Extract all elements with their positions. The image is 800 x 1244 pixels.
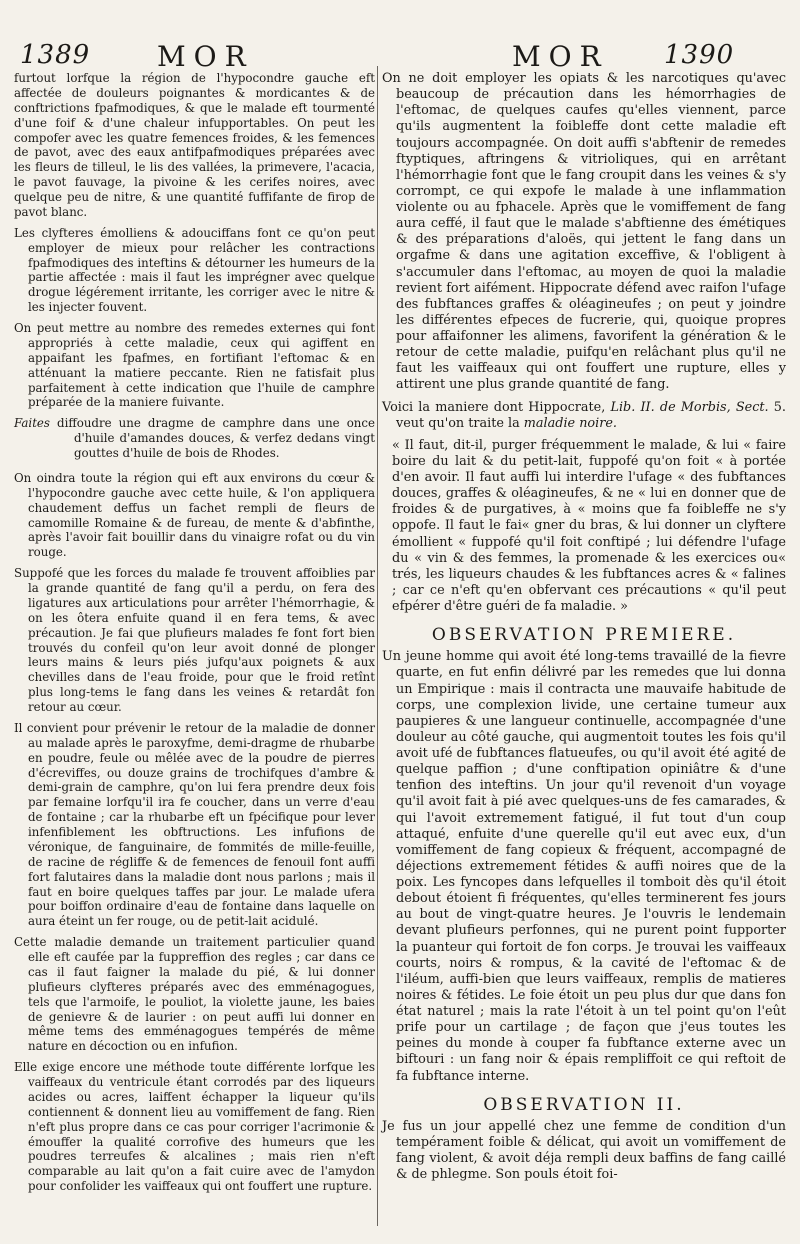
page-number-right: 1390 xyxy=(664,40,735,70)
intro-text: Voici la maniere dont Hippocrate, xyxy=(382,399,611,415)
observation-title: OBSERVATION PREMIERE. xyxy=(431,625,737,646)
observation-title: OBSERVATION II. xyxy=(483,1094,685,1115)
left-column xyxy=(14,71,375,1200)
intro-text: 5. veut qu'on traite la xyxy=(396,399,786,431)
paragraph: furtout lorfque la région de l'hypocondre gauche eft affectée de douleurs poignantes & mordicantes & de conftrictions fpafmodiques, & que le malade eft tourmenté d'une foif & d'une chaleur infupportables. On peut les compofer avec les quatre femences froides, & les femences de pavot, avec des eaux antifpafmodiques préparées avec les fleurs de tilleul, le lis des vallées, la primevere, l'acacia, le pavot fauvage, la pivoine & les cerifes noires, avec quelque peu de nitre, & une quantité fuffifante de firop de pavot blanc. xyxy=(14,71,375,219)
paragraph: Elle exige encore une méthode toute différente lorfque les vaiffeaux du ventricule étant corrodés par des liqueurs acides ou acres, laiffent échapper la liqueur qu'ils contiennent & donnent lieu au vomiffement de fang. Rien n'eft plus propre dans ce cas pour corriger l'acrimonie & émouffer la qualité corrofive des humeurs que les poudres terreufes & alcalines ; mais rien n'eft comparable au lait qu'on a fait cuire avec de l'amydon pour confolider les vaiffeaux qui ont fouffert une rupture. xyxy=(14,1060,375,1194)
paragraph: On oindra toute la région qui eft aux environs du cœur & l'hypocondre gauche avec cette huile, & l'on appliquera chaudement deffus un fachet rempli de fleurs de camomille Romaine & de fureau, de mente & d'abfinthe, après l'avoir fait bouillir dans du vinaigre rofat ou du vin rouge. xyxy=(14,470,375,560)
hippocrates-intro xyxy=(382,400,786,432)
prescription-text: diffoudre une dragme de camphre dans une once d'huile d'amandes douces, & verfez dedans vingt gouttes d'huile de bois de Rhodes. xyxy=(57,416,375,460)
hippocrates-quote: « Il faut, dit-il, purger fréquemment le malade, & lui « faire boire du lait & du petit-lait, fuppofé qu'on foit « à portée d'en avoir. Il faut auffi lui interdire l'ufage « des fubftances douces, graffes & oléagineufes, & ne « lui en donner que de froides & de purgatives, à « moins que fa foibleffe ne s'y oppofe. Il faut le fai« gner du bras, & lui donner un clyftere émollient « fuppofé qu'il foit conftipé ; lui défendre l'ufage du « vin & des femmes, la promenade & les exercices ou« trés, les liqueurs chaudes & les fubftances acres & « falines ; car ce n'eft qu'en obfervant ces précautions « qu'il peut efpérer d'être guéri de fa maladie. » xyxy=(392,437,786,614)
term: maladie noire. xyxy=(523,415,617,431)
paragraph: Les clyfteres émolliens & adouciffans font ce qu'on peut employer de mieux pour relâcher les contractions fpafmodiques des inteftins & détourner les humeurs de la partie affectée : mais il faut les imprégner avec quelque drogue légérement irritante, les corriger avec le nitre & les injecter fouvent. xyxy=(14,225,375,315)
paragraph: Suppofé que les forces du malade fe trouvent affoiblies par la grande quantité de fang qu'il a perdu, on fera des ligatures aux articulations pour arrêter l'hémorrhagie, & on les ôtera enfuite quand il en fera tems, & avec précaution. Je fai que plufieurs malades fe font fort bien trouvés du confeil qu'on leur avoit donné de plonger leurs mains & leurs piés jufqu'aux poignets & aux chevilles dans de l'eau froide, pour que le froid retînt plus long-tems le fang dans les veines & retardât fon retour au cœur. xyxy=(14,566,375,714)
paragraph: On peut mettre au nombre des remedes externes qui font appropriés à cette maladie, ceux qui agiffent en appaifant les fpafmes, en fortifiant l'eftomac & en atténuant la matiere peccante. Rien ne fatisfait plus parfaitement à cette indication que l'huile de camphre préparée de la maniere fuivante. xyxy=(14,321,375,410)
paragraph: On ne doit employer les opiats & les narcotiques qu'avec beaucoup de précaution dans les hémorrhagies de l'eftomac, de quelques caufes qu'elles viennent, parce qu'ils augmentent la foibleffe dont cette maladie eft toujours accompagnée. On doit auffi s'abftenir de remedes ftyptiques, aftringens & vitrioliques, qui en arrêtant l'hémorrhagie font que le fang croupit dans les veines & s'y corrompt, ce qui expofe le malade à une inflammation violente ou au fphacele. Après que le vomiffement de fang aura ceffé, il faut que le malade s'abftienne des émétiques & des préparations d'aloës, qui jettent le fang dans un orgafme & dans une agitation exceffive, & l'obligent à s'accumuler dans l'eftomac, au moyen de quoi la maladie revient fort aifément. Hippocrate défend avec raifon l'ufage des fubftances graffes & oléagineufes ; on peut y joindre les différentes efpeces de fucrerie, qui, quoique propres pour affaifonner les alimens, favorifent la génération & le retour de cette maladie, puifqu'en relâchant plus qu'il ne faut les vaiffeaux qui ont fouffert une rupture, elles y attirent une plus grande quantité de fang. xyxy=(382,71,786,393)
paragraph: Je fus un jour appellé chez une femme de condition d'un tempérament foible & délicat, qui avoit un vomiffement de fang violent, & avoit déja rempli deux baffins de fang caillé & de phlegme. Son pouls étoit foi- xyxy=(382,1118,786,1183)
prescription xyxy=(14,416,375,461)
reference: Lib. II. de Morbis, Sect. xyxy=(610,399,769,415)
right-column xyxy=(382,71,786,1189)
paragraph: Il convient pour prévenir le retour de la maladie de donner au malade après le paroxyfme, demi-dragme de rhubarbe en poudre, feule ou mêlée avec de la poudre de pierres d'écreviffes, ou douze grains de trochifques d'ambre & demi-grain de camphre, qu'on lui fera prendre deux fois par femaine lorfqu'il ira fe coucher, dans un verre d'eau de fontaine ; car la rhubarbe eft un fpécifique pour lever infenfiblement les obftructions. Les infufions de véronique, de fanguinaire, de fommités de mille-feuille, de racine de régliffe & de femences de fenouil font auffi fort falutaires dans la maladie dont nous parlons ; mais il faut en boire quelques taffes par jour. Le malade ufera pour boiffon ordinaire d'eau de fontaine dans laquelle on aura éteint un fer rouge, ou de petit-lait acidulé. xyxy=(14,720,375,929)
running-head-right: MOR xyxy=(512,40,609,73)
paragraph: Un jeune homme qui avoit été long-tems travaillé de la fievre quarte, en fut enfin délivré par les remedes que lui donna un Empirique : mais il contracta une mauvaife habitude de corps, une complexion livide, une certaine tumeur aux paupieres & une langueur continuelle, accompagnée d'une douleur au côté gauche, qui augmentoit toutes les fois qu'il avoit ufé de fubftances flatueufes, ou qu'il avoit été agité de quelque paffion ; d'une conftipation opiniâtre & d'une tenfion des inteftins. Un jour qu'il revenoit d'un voyage qu'il avoit fait à pié avec quelques-uns de fes camarades, & qui l'avoit extremement fatigué, il fut tout d'un coup attaqué, enfuite d'une querelle qu'il eut avec eux, d'un vomiffement de fang copieux & fréquent, accompagné de déjections extremement fétides & auffi noires que de la poix. Les fyncopes dans lefquelles il tomboit dès qu'il étoit debout étoient fi fréquentes, qu'elles terminerent fes jours au bout de vingt-quatre heures. Je l'ouvris le lendemain devant plufieurs perfonnes, qui ne purent point fupporter la puanteur qui fortoit de fon corps. Je trouvai les vaiffeaux courts, noirs & rompus, & la cavité de l'eftomac & de l'iléum, auffi-bien que leurs vaiffeaux, remplis de matieres noires & fétides. Le foie étoit un peu plus dur que dans fon état naturel ; mais la rate l'étoit à un tel point qu'on l'eût prife pour un cartilage ; de façon que j'eus toutes les peines du monde à couper fa fubftance externe avec un biftouri : un fang noir & épais rempliffoit ce qui reftoit de fa fubftance interne. xyxy=(382,649,786,1084)
running-head-left: MOR xyxy=(157,40,254,73)
paragraph: Cette maladie demande un traitement particulier quand elle eft caufée par la fuppreffion des regles ; car dans ce cas il faut faigner la malade du pié, & lui donner plufieurs clyfteres préparés avec des emménagogues, tels que l'armoife, le pouliot, la violette jaune, les baies de genievre & de laurier : on peut auffi lui donner en même tems des emménagogues tempérés de même nature en décoction ou en infufion. xyxy=(14,935,375,1054)
page-number-left: 1389 xyxy=(20,40,91,70)
prescription-lead: Faites xyxy=(14,416,50,431)
column-divider xyxy=(377,66,378,1226)
